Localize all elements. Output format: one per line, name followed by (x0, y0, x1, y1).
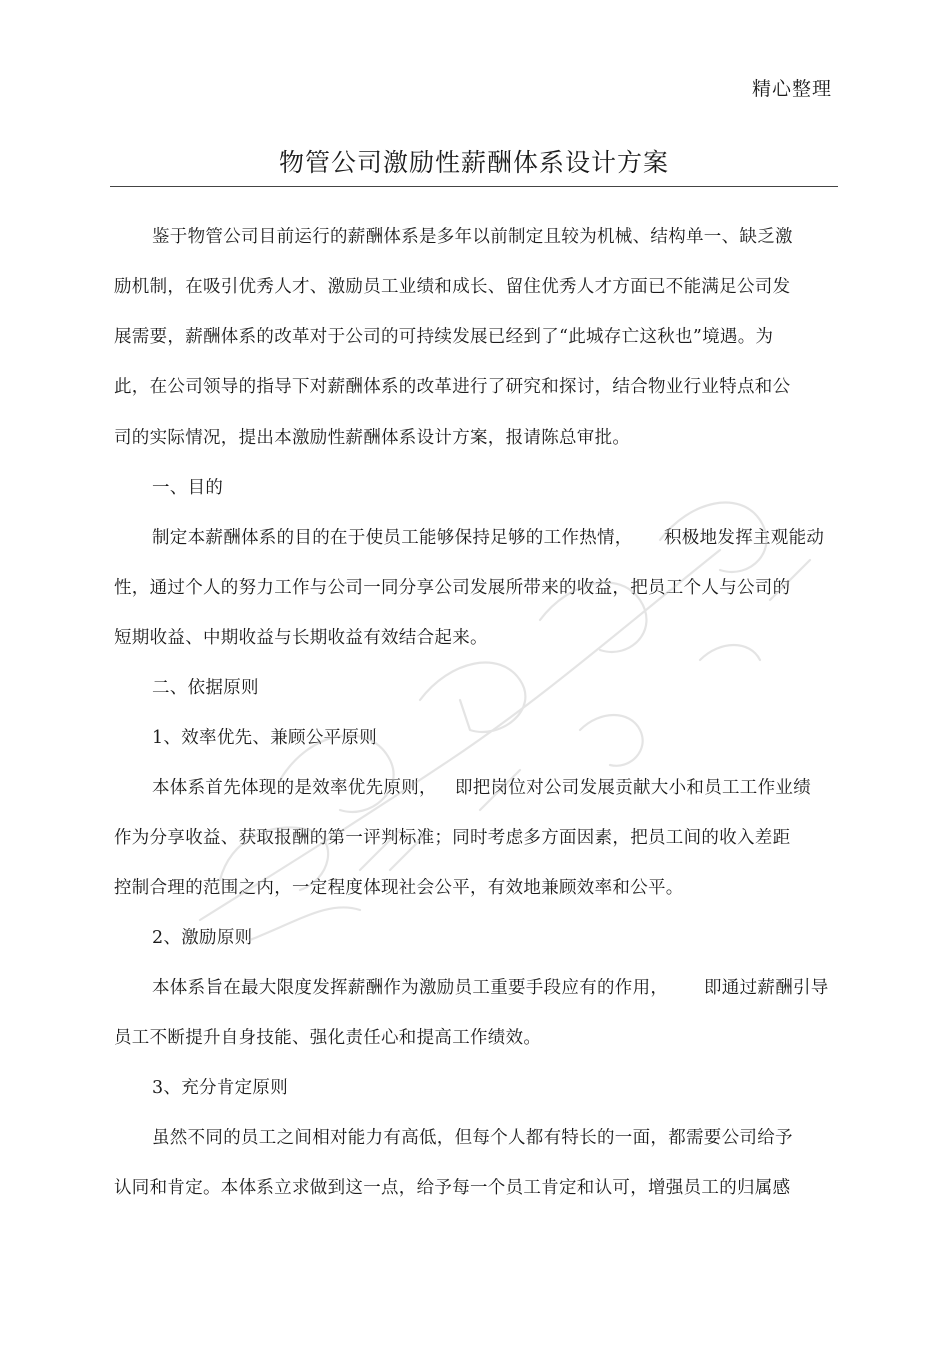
paragraph-line: 认同和肯定。本体系立求做到这一点，给予每一个员工肯定和认可，增强员工的归属感 (114, 1178, 791, 1198)
paragraph-line: 本体系旨在最大限度发挥薪酬作为激励员工重要手段应有的作用， (152, 978, 669, 998)
paragraph-line: 制定本薪酬体系的目的在于使员工能够保持足够的工作热情， (152, 528, 633, 548)
paragraph-line: 本体系首先体现的是效率优先原则， (152, 778, 437, 798)
paragraph-line: 控制合理的范围之内，一定程度体现社会公平，有效地兼顾效率和公平。 (114, 878, 684, 898)
subsection-heading: 1、效率优先、兼顾公平原则 (152, 728, 378, 748)
title-divider (110, 186, 838, 187)
header-note: 精心整理 (751, 78, 832, 100)
paragraph-line: 积极地发挥主观能动 (664, 528, 825, 548)
document-title: 物管公司激励性薪酬体系设计方案 (278, 148, 669, 177)
paragraph-line: 司的实际情况，提出本激励性薪酬体系设计方案，报请陈总审批。 (114, 428, 631, 448)
paragraph-line: 励机制，在吸引优秀人才、激励员工业绩和成长、留住优秀人才方面已不能满足公司发 (114, 277, 791, 297)
paragraph-line: 员工不断提升自身技能、强化责任心和提高工作绩效。 (114, 1028, 542, 1048)
paragraph-line: 展需要，薪酬体系的改革对于公司的可持续发展已经到了“此城存亡这秋也”境遇。为 (114, 327, 774, 347)
paragraph-line: 此，在公司领导的指导下对薪酬体系的改革进行了研究和探讨，结合物业行业特点和公 (114, 377, 791, 397)
subsection-heading: 2、激励原则 (152, 928, 253, 948)
section-heading: 二、依据原则 (152, 678, 259, 698)
paragraph-line: 性，通过个人的努力工作与公司一同分享公司发展所带来的收益，把员工个人与公司的 (114, 578, 791, 598)
paragraph-line: 虽然不同的员工之间相对能力有高低，但每个人都有特长的一面，都需要公司给予 (152, 1128, 793, 1148)
paragraph-line: 即通过薪酬引导 (704, 978, 829, 998)
paragraph-line: 即把岗位对公司发展贡献大小和员工工作业绩 (455, 778, 811, 798)
paragraph-line: 短期收益、中期收益与长期收益有效结合起来。 (114, 628, 488, 648)
subsection-heading: 3、充分肯定原则 (152, 1078, 289, 1098)
paragraph-line: 鉴于物管公司目前运行的薪酬体系是多年以前制定且较为机械、结构单一、缺乏激 (152, 227, 793, 247)
paragraph-line: 作为分享收益、获取报酬的第一评判标准；同时考虑多方面因素，把员工间的收入差距 (114, 828, 791, 848)
section-heading: 一、目的 (152, 478, 224, 498)
